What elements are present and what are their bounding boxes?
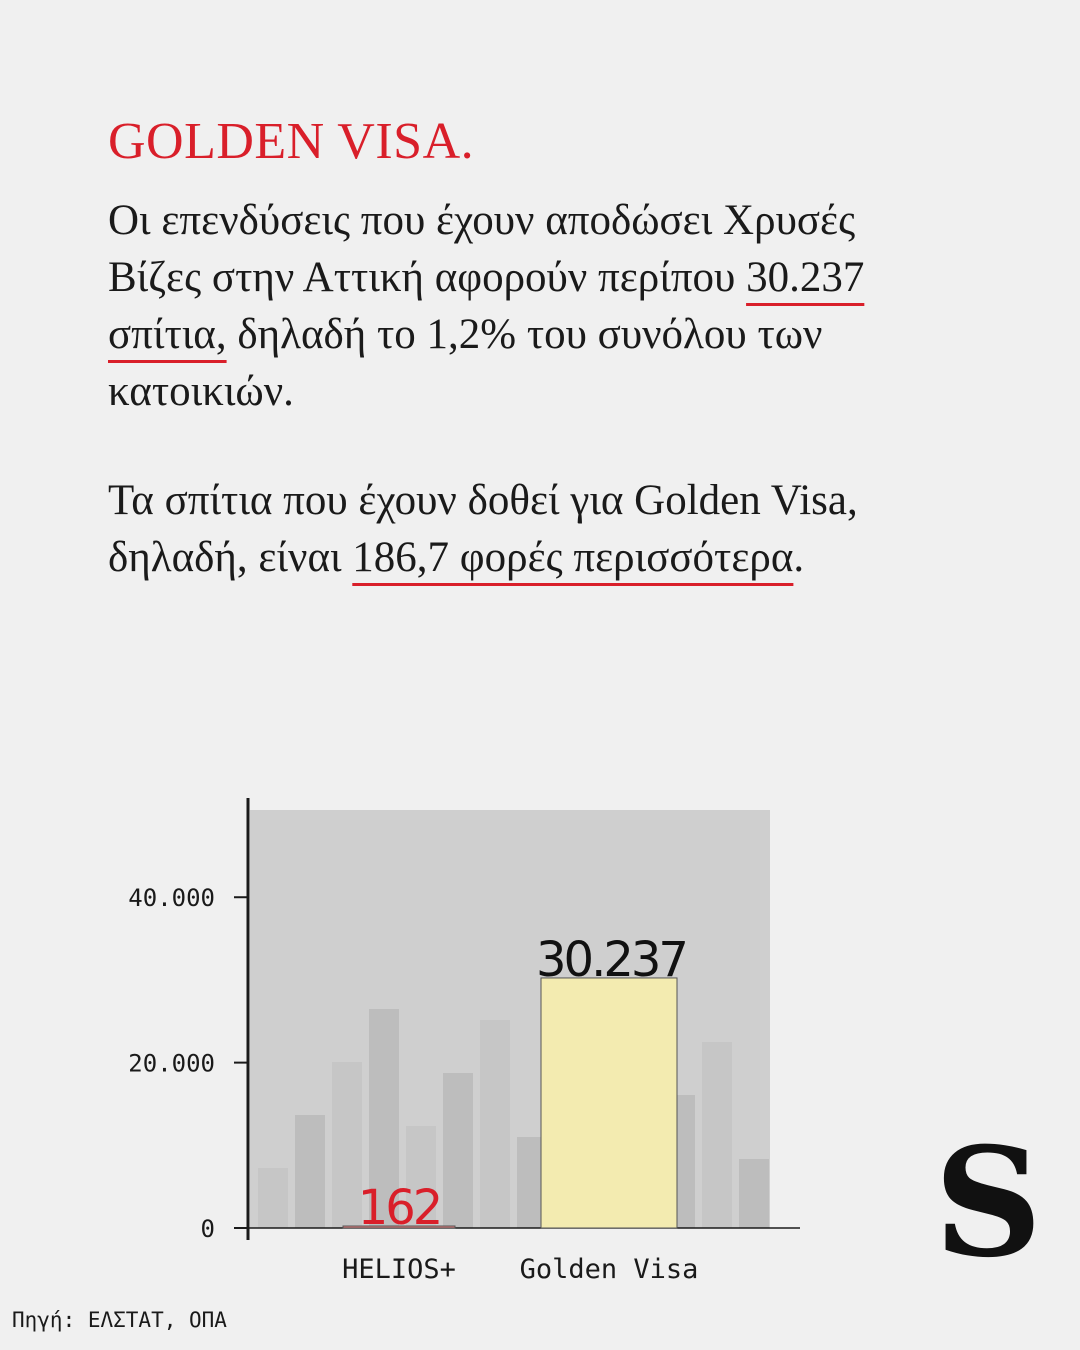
paragraph-1-text: Οι επενδύσεις που έχουν αποδώσει Χρυσές Βίζες στην Αττική αφορούν περίπου [108,197,856,301]
bar-golden-visa [541,978,677,1228]
x-category-label: Golden Visa [519,1254,699,1285]
y-tick-label: 20.000 [128,1049,215,1078]
paragraph-2-highlight: 186,7 φορές περισσότερα [352,534,794,581]
kicker-title: GOLDEN VISA. [108,113,475,170]
source-note: Πηγή: ΕΛΣΤΑΤ, ΟΠΑ [12,1308,227,1332]
x-category-label: HELIOS+ [342,1254,456,1285]
bar-value-label: 30.237 [536,931,686,988]
bar-value-label: 162 [357,1180,441,1236]
chart-background-building [480,1020,510,1228]
chart-background-building [739,1159,769,1228]
chart-background-building [443,1073,473,1228]
y-tick-label: 40.000 [128,884,215,913]
paragraph-2-text: Τα σπίτια που έχουν δοθεί για Golden Visa, δηλαδή, είναι [108,477,858,581]
paragraph-2-text-end: . [793,534,805,581]
paragraph-2 [108,472,958,586]
paragraph-1-highlight: 30.237 σπίτια, [108,254,865,358]
y-tick-label: 0 [200,1215,215,1243]
bar-chart [0,780,1080,1300]
chart-background-building [258,1168,288,1228]
paragraph-1 [108,192,958,420]
paragraph-1-text-end: δηλαδή το 1,2% του συνόλου των κατοικιών. [108,311,823,415]
chart-background-building [702,1042,732,1228]
publisher-logo: S [934,1115,1043,1291]
chart-background-building [295,1115,325,1228]
